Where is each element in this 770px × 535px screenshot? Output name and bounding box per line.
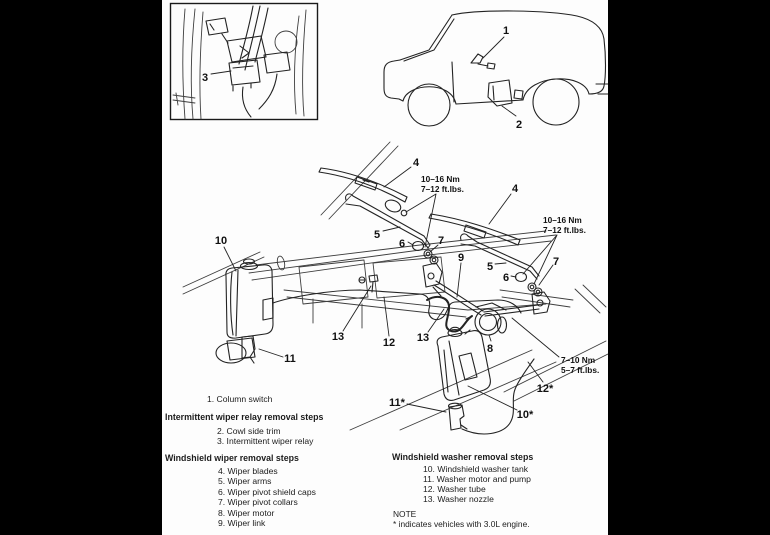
legend-item: 13. Washer nozzle: [423, 493, 494, 504]
callout-tank-30l: 10*: [516, 409, 534, 421]
callout-nozzle-left: 13: [331, 331, 345, 343]
callout-collar-right: 7: [552, 256, 560, 268]
cowl-side-trim-part: [488, 80, 523, 106]
wiper-pivot-left: [423, 263, 442, 296]
svg-text:7–12 ft.lbs.: 7–12 ft.lbs.: [543, 225, 586, 235]
callout-tube-30l: 12*: [536, 383, 554, 395]
callout-cap-right: 6: [502, 272, 510, 284]
pivot-cap-right: [516, 273, 527, 282]
callout-tank: 10: [214, 235, 228, 247]
legend-item: 4. Wiper blades: [218, 466, 278, 476]
note-title: NOTE: [393, 509, 417, 519]
legend-item: 8. Wiper motor: [218, 507, 275, 518]
note-text: * indicates vehicles with 3.0L engine.: [393, 519, 530, 529]
vehicle-drawing: [384, 11, 608, 131]
callout-collar-left: 7: [437, 235, 445, 247]
callout-relay: 3: [201, 72, 209, 84]
relay-location-inset: [171, 4, 318, 120]
pivot-collars-left: [424, 250, 438, 264]
legend-item: 5. Wiper arms: [218, 476, 272, 487]
washer-removal-items: [423, 465, 531, 505]
leader-column-switch: [483, 37, 504, 58]
callout-nozzle-right: 13: [416, 332, 430, 344]
callout-motor: 8: [486, 343, 494, 355]
heading-wiper-removal: Windshield wiper removal steps: [165, 453, 299, 463]
callout-blade-left: 4: [412, 157, 420, 169]
wiper-arm-right: [461, 234, 539, 279]
callout-arm-left: 5: [373, 229, 381, 241]
callout-cowl-side-trim: 2: [515, 119, 523, 131]
leader-relay: [211, 71, 231, 74]
legend-item: 11. Washer motor and pump: [423, 473, 531, 484]
relay-removal-items: [217, 426, 313, 447]
callout-cap-left: 6: [398, 238, 406, 250]
svg-text:7–10 Nm: 7–10 Nm: [561, 355, 596, 365]
legend-item: 6. Wiper pivot shield caps: [218, 486, 316, 497]
svg-text:10–16 Nm: 10–16 Nm: [543, 215, 582, 225]
vehicle-outline: [384, 11, 608, 126]
heading-relay-removal: Intermittent wiper relay removal steps: [165, 412, 324, 422]
column-switch-part: [471, 54, 495, 69]
svg-text:7–12 ft.lbs.: 7–12 ft.lbs.: [421, 184, 464, 194]
wiper-removal-items: [218, 466, 316, 528]
legend-item: 10. Windshield washer tank: [423, 464, 529, 474]
legend-item: 7. Wiper pivot collars: [218, 497, 298, 508]
svg-text:5–7 ft.lbs.: 5–7 ft.lbs.: [561, 365, 600, 375]
legend-item: 2. Cowl side trim: [217, 426, 281, 436]
washer-tank-30l: [437, 327, 490, 400]
scan-paper: [162, 0, 608, 535]
inset-relay-parts: [206, 6, 290, 117]
wiper-blade-left: [319, 168, 407, 202]
wiper-arm-left: [346, 194, 430, 248]
leader-cowl-side-trim: [502, 106, 516, 116]
callout-pump-30l: 11*: [389, 397, 405, 409]
legend-item: 3. Intermittent wiper relay: [217, 436, 314, 447]
legend-column-switch: 1. Column switch: [207, 394, 273, 404]
heading-washer-removal: Windshield washer removal steps: [392, 452, 534, 462]
callout-blade-right: 4: [511, 183, 519, 195]
callout-arm-right: 5: [486, 261, 494, 273]
legend-item: 9. Wiper link: [218, 517, 266, 528]
callout-column-switch: 1: [502, 25, 510, 37]
callout-link: 9: [457, 252, 465, 264]
callout-pump: 11: [284, 353, 296, 365]
legend-item: 12. Washer tube: [423, 483, 486, 494]
callout-tube: 12: [382, 337, 396, 349]
svg-text:10–16 Nm: 10–16 Nm: [421, 174, 460, 184]
washer-pump: [216, 336, 255, 363]
